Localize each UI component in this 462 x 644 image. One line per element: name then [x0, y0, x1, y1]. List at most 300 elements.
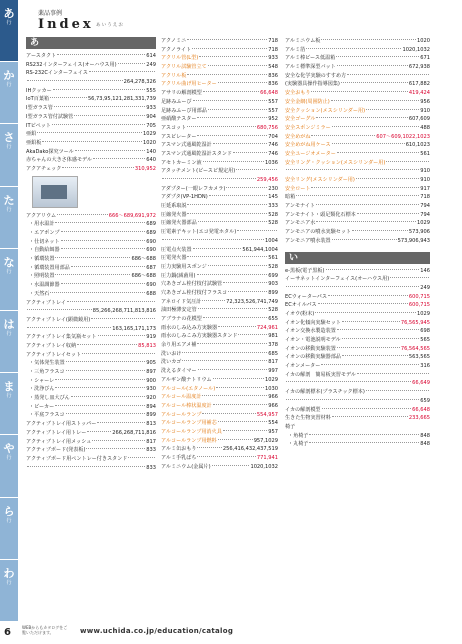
dot-leader — [61, 231, 146, 232]
entry-page: 561 — [268, 255, 278, 262]
dot-leader — [226, 187, 267, 188]
tab-kana: か — [3, 69, 15, 83]
index-entry — [161, 185, 278, 194]
entry-page: 817 — [146, 438, 156, 445]
entry-page: 905 — [146, 360, 156, 367]
dot-leader — [316, 204, 419, 205]
dot-leader — [42, 141, 142, 142]
entry-name: 椅子 — [285, 423, 296, 430]
index-entry — [161, 332, 278, 341]
entry-name: アセトカーミン液 — [161, 159, 202, 166]
index-entry — [161, 419, 278, 428]
entry-page: 910 — [420, 168, 430, 175]
index-entry — [26, 299, 156, 308]
entry-name: 圧電素子キット(エコ発電ホタル) — [161, 229, 237, 236]
dot-leader — [66, 370, 146, 371]
dot-leader — [309, 442, 419, 443]
dot-leader — [198, 308, 268, 309]
index-entry — [285, 310, 430, 319]
dot-leader — [93, 158, 145, 159]
dot-leader — [321, 364, 419, 365]
index-entry — [285, 37, 430, 46]
entry-name: アクティブトレイ集気瓶セット — [26, 334, 97, 341]
page-title: Index — [38, 17, 94, 32]
entry-page: 56,73,95,121,281,331,739 — [87, 96, 156, 103]
index-tab[interactable] — [0, 62, 18, 124]
index-entry — [161, 315, 278, 324]
index-entry — [26, 113, 156, 122]
dot-leader — [203, 161, 264, 162]
dot-leader — [213, 378, 264, 379]
index-entry — [26, 464, 156, 473]
entry-page: 966 — [268, 394, 278, 401]
index-entry — [161, 167, 278, 176]
entry-page: 919 — [146, 334, 156, 341]
entry-page: 813 — [146, 421, 156, 428]
index-entry — [285, 345, 430, 354]
index-tab[interactable] — [0, 560, 18, 622]
entry-name: ・エアポンプ — [29, 230, 60, 236]
entry-name: ・三角フラスコ — [29, 369, 65, 375]
tab-kana: は — [3, 318, 15, 331]
tab-gyo: 行 — [6, 144, 12, 151]
entry-page: 724,961 — [256, 324, 278, 331]
tab-kana: ま — [3, 380, 15, 394]
entry-name: アルギン酸ナトリウム — [161, 376, 212, 383]
entry-page: 794 — [420, 203, 430, 210]
index-entry — [161, 306, 278, 315]
entry-name: 圧力実験用スポンジ — [161, 263, 207, 270]
entry-page: 1030 — [265, 385, 278, 392]
entry-name: アクアチェック — [26, 165, 62, 172]
entry-page: 899 — [146, 412, 156, 419]
entry-page: 833 — [146, 447, 156, 454]
dot-leader — [238, 334, 267, 335]
dot-leader — [337, 65, 408, 66]
entry-page: 1020,1032 — [250, 463, 278, 470]
dot-leader — [53, 89, 146, 90]
entry-page: 794 — [420, 211, 430, 218]
entry-page: 528 — [268, 307, 278, 314]
index-entry — [285, 211, 430, 220]
entry-name: 安全リング(メスシリンダー用) — [285, 177, 355, 183]
dot-leader — [218, 421, 268, 422]
index-entry — [161, 63, 278, 72]
entry-page: 249 — [146, 61, 156, 68]
entry-page: 66,648 — [260, 90, 278, 97]
entry-page: 66,649 — [412, 380, 430, 387]
entry-name: ・照明装置 — [29, 273, 55, 280]
entry-name: アクティブトレイ用ストッパー — [26, 421, 97, 428]
entry-page: 894 — [146, 403, 156, 410]
index-entry — [26, 238, 156, 247]
dot-leader — [197, 447, 221, 448]
dot-leader — [332, 416, 408, 417]
entry-page: 771,941 — [256, 455, 278, 461]
index-entry — [26, 272, 156, 281]
entry-name: RS232インターフェイス(オーハウス用) — [26, 61, 117, 68]
entry-name: イオンメーター — [285, 363, 321, 370]
entry-page: 686〜688 — [131, 273, 156, 280]
entry-page: 607〜609,1022,1023 — [376, 133, 430, 140]
entry-name: イオウ(粉末) — [285, 310, 315, 317]
entry-page: 85,266,268,711,813,816 — [92, 308, 156, 315]
dot-leader — [52, 124, 145, 125]
dot-leader — [87, 431, 111, 432]
dot-leader — [197, 343, 267, 344]
dot-leader — [212, 465, 250, 466]
index-entry — [285, 301, 430, 310]
dot-leader — [332, 239, 397, 240]
entry-page: 259,456 — [256, 177, 278, 183]
index-tab[interactable] — [0, 187, 18, 249]
entry-name: 穴あきゴム栓付枝付フラスコ — [161, 289, 228, 296]
dot-leader — [321, 39, 416, 40]
index-entry — [285, 107, 430, 116]
index-entry — [26, 95, 156, 104]
dot-leader — [286, 381, 411, 382]
index-entry — [161, 272, 278, 281]
dot-leader — [208, 265, 268, 266]
header-kana: あいうえお — [96, 23, 124, 28]
dot-leader — [309, 434, 419, 435]
dot-leader — [197, 135, 267, 136]
index-entry — [26, 229, 156, 238]
dot-leader — [237, 230, 277, 231]
index-entry — [161, 176, 278, 185]
index-entry — [161, 280, 278, 289]
dot-leader — [71, 396, 146, 397]
entry-page: 952 — [268, 116, 278, 123]
dot-leader — [218, 439, 253, 440]
entry-page: 1029 — [265, 376, 278, 383]
dot-leader — [192, 48, 267, 49]
entry-name: 亜鉛 — [26, 131, 37, 138]
entry-page: 705 — [146, 122, 156, 129]
index-entry — [26, 52, 156, 61]
index-entry — [26, 87, 156, 96]
index-entry — [26, 139, 156, 148]
entry-page: 600,715 — [408, 293, 430, 300]
index-entry — [285, 267, 430, 276]
entry-page: 897 — [146, 369, 156, 375]
entry-page: 419,424 — [408, 90, 430, 97]
entry-page: 1029 — [417, 220, 430, 227]
entry-page: 900 — [146, 377, 156, 384]
entry-page: 957,1029 — [253, 437, 278, 444]
entry-name: 余り用エアメ補 — [161, 342, 197, 349]
dot-leader — [342, 321, 400, 322]
entry-name: アンモニア水 — [285, 220, 316, 227]
index-tab[interactable] — [0, 311, 18, 373]
entry-page: 249 — [420, 284, 430, 291]
entry-name: イオンの移動実験器部品 — [285, 354, 341, 361]
entry-page: 690 — [146, 238, 156, 245]
dot-leader — [198, 221, 268, 222]
entry-name: イオン化傾向実験セット — [285, 319, 341, 326]
index-entry — [285, 432, 430, 441]
entry-name: 洗いカゴ — [161, 359, 182, 366]
index-entry — [161, 150, 278, 159]
index-entry — [285, 115, 430, 124]
entry-page: 904 — [146, 113, 156, 120]
entry-page: 233,665 — [408, 415, 430, 422]
entry-page: 689 — [146, 230, 156, 236]
entry-page: 718 — [268, 46, 278, 53]
entry-page: 746 — [268, 142, 278, 149]
entry-page: 548 — [268, 64, 278, 71]
dot-leader — [213, 143, 268, 144]
entry-page: 699 — [268, 272, 278, 279]
entry-page: 672,938 — [408, 64, 430, 71]
entry-page: 66,648 — [412, 406, 430, 413]
tab-kana: や — [3, 442, 15, 456]
entry-page: 666〜689,691,972 — [108, 212, 156, 219]
entry-name: アクティブトレイ — [26, 299, 66, 306]
dot-leader — [182, 360, 267, 361]
dot-leader — [66, 361, 146, 362]
tab-kana: わ — [3, 566, 15, 580]
entry-name: アルコール(エタノール) — [161, 385, 216, 392]
entry-list — [161, 37, 278, 471]
dot-leader — [118, 63, 146, 64]
dot-leader — [223, 282, 267, 283]
dot-leader — [57, 54, 145, 55]
index-entry — [26, 385, 156, 394]
dot-leader — [67, 301, 155, 302]
entry-page: 910 — [420, 177, 430, 183]
entry-name: 洗えるタイマー — [161, 368, 197, 375]
entry-name: アクティブトレイ収納 — [26, 342, 77, 349]
entry-page: 146 — [420, 267, 430, 274]
entry-name: 安全ゴーグル — [285, 116, 316, 123]
entry-name: アクノライト — [161, 46, 192, 53]
dot-leader — [61, 248, 146, 249]
entry-name: アンモニア噴水装置 — [285, 237, 331, 244]
entry-page: 85,813 — [138, 342, 156, 349]
entry-page: 607,609 — [408, 116, 430, 123]
index-entry — [161, 107, 278, 116]
entry-name: アクリル管(L型) — [161, 55, 199, 62]
tab-gyo: 行 — [6, 517, 12, 524]
entry-page: 573,906,943 — [397, 237, 430, 244]
index-entry — [285, 371, 430, 380]
entry-page: 718 — [420, 194, 430, 201]
entry-page: 899 — [268, 289, 278, 296]
entry-name: ・仕切ネット — [29, 238, 60, 245]
entry-name: アスマン式通風乾湿計スタンド — [161, 150, 233, 157]
tab-gyo: 行 — [6, 393, 12, 400]
entry-page: 600,715 — [408, 302, 430, 309]
entry-name: アルコールランプ用補芯 — [161, 420, 217, 427]
dot-leader — [208, 109, 267, 110]
tab-gyo: 行 — [6, 82, 12, 89]
footer-url[interactable]: www.uchida.co.jp/education/catalog — [80, 627, 234, 635]
index-entry — [26, 165, 156, 174]
index-entry — [161, 115, 278, 124]
index-entry — [26, 377, 156, 386]
index-entry — [26, 394, 156, 403]
entry-list — [285, 37, 430, 246]
entry-page: 76,564,565 — [400, 345, 430, 352]
entry-name: ITピペット — [26, 122, 51, 129]
dot-leader — [286, 399, 419, 400]
entry-page: 528 — [268, 220, 278, 227]
entry-name: 穴あきゴム栓付枝付試験管 — [161, 281, 223, 288]
dot-leader — [187, 126, 256, 127]
index-tab[interactable] — [0, 249, 18, 311]
index-entry — [161, 72, 278, 81]
entry-list — [26, 212, 156, 473]
dot-leader — [326, 269, 420, 270]
dot-leader — [54, 106, 145, 107]
entry-name: ・シャーレ — [29, 377, 55, 384]
entry-name: アクティブボード用ペントレー付きスタンド — [26, 455, 128, 462]
entry-page: 659 — [420, 397, 430, 404]
index-tab[interactable] — [0, 435, 18, 497]
entry-name: (実験器具操作指導図集) — [285, 81, 340, 88]
index-entry — [161, 463, 278, 472]
entry-name: アクティブトレイ用トレー — [26, 429, 87, 436]
entry-page: 266,268,711,816 — [112, 429, 156, 436]
entry-name: アルミ手乳ばち — [161, 455, 197, 461]
entry-name: 圧電点火装置 — [161, 246, 192, 253]
entry-name: ・平底フラスコ — [29, 412, 65, 419]
dot-leader — [97, 422, 145, 423]
dot-leader — [50, 97, 87, 98]
entry-page: 1004 — [265, 237, 278, 244]
entry-page: 230 — [268, 185, 278, 192]
entry-name: 圧延系取説 — [161, 203, 187, 210]
index-entry — [26, 316, 156, 325]
entry-page: 903 — [268, 281, 278, 288]
dot-leader — [57, 214, 108, 215]
entry-name: アルコールランプ用消火具 — [161, 428, 222, 435]
index-entry — [26, 255, 156, 264]
index-entry — [285, 275, 430, 284]
entry-name: イカの解剖模型 — [285, 406, 321, 413]
dot-leader — [91, 318, 155, 319]
index-tab[interactable] — [0, 124, 18, 186]
entry-page: 264,278,326 — [123, 79, 156, 86]
index-entry — [161, 350, 278, 359]
entry-page: 1029 — [417, 310, 430, 317]
dot-leader — [92, 440, 145, 441]
index-entry — [161, 263, 278, 272]
index-entry — [26, 325, 156, 334]
index-entry — [285, 202, 430, 211]
tab-gyo: 行 — [6, 455, 12, 462]
index-entry — [26, 403, 156, 412]
index-entry — [26, 264, 156, 273]
entry-name: イオン・電池説明モデル — [285, 337, 341, 343]
tab-gyo: 行 — [6, 579, 12, 586]
dot-leader — [62, 167, 134, 168]
dot-leader — [89, 71, 155, 72]
entry-name: e-黒板(電子黒板) — [285, 267, 325, 274]
dot-leader — [71, 266, 146, 267]
entry-page: 488 — [420, 124, 430, 131]
dot-leader — [98, 335, 146, 336]
entry-name: アルミ箔 — [285, 46, 306, 53]
index-entry — [285, 176, 430, 185]
entry-page: 690 — [146, 282, 156, 289]
entry-name: 安全金網(周囲防止) — [285, 98, 330, 105]
entry-name: 亜硝酸テスター — [161, 116, 197, 123]
entry-page: 680,756 — [256, 124, 278, 131]
entry-name: 足跡みふーび — [161, 98, 192, 105]
entry-page: 997 — [268, 368, 278, 375]
dot-leader — [55, 405, 145, 406]
entry-page: 689 — [146, 221, 156, 228]
index-entry — [26, 420, 156, 429]
page-number: 6 — [4, 627, 11, 638]
entry-name: ・循環装置 — [29, 256, 55, 263]
entry-page: 1020,1032 — [402, 46, 430, 53]
index-entry — [161, 89, 278, 98]
index-entry — [26, 246, 156, 255]
index-tab[interactable] — [0, 0, 18, 62]
dot-leader — [336, 56, 419, 57]
index-entry — [285, 440, 430, 449]
index-entry — [285, 397, 430, 406]
index-entry — [285, 150, 430, 159]
entry-name: 圧縮発火器部品 — [161, 220, 197, 227]
dot-leader — [203, 91, 259, 92]
dot-leader — [337, 152, 419, 153]
entry-page: 72,323,526,741,749 — [226, 298, 278, 305]
entry-name: アスマン式通風乾湿計 — [161, 142, 212, 149]
entry-page: 981 — [268, 333, 278, 340]
index-entry — [26, 455, 156, 464]
entry-name: ・洗浄びん — [29, 386, 55, 393]
dot-leader — [37, 132, 142, 133]
entry-page: 557 — [268, 107, 278, 114]
dot-leader — [366, 109, 419, 110]
entry-page: 557 — [268, 98, 278, 105]
dot-leader — [27, 466, 145, 467]
dot-leader — [162, 178, 256, 179]
index-entry — [161, 237, 278, 246]
entry-page: 163,165,171,173 — [112, 325, 156, 332]
entry-page: 573,906 — [408, 229, 430, 236]
index-tab[interactable] — [0, 498, 18, 560]
entry-name: 生きた生物実習材料 — [285, 415, 331, 422]
entry-page: 848 — [420, 441, 430, 448]
index-tab[interactable] — [0, 373, 18, 435]
index-entry — [161, 219, 278, 228]
dot-leader — [208, 65, 268, 66]
dot-leader — [347, 74, 429, 75]
dot-leader — [128, 457, 155, 458]
index-column-1 — [26, 37, 156, 472]
dot-leader — [187, 39, 267, 40]
index-entry — [285, 54, 430, 63]
entry-name: アンモナイト・頭足類化石標本 — [285, 211, 356, 218]
entry-name: アクティブボード(発表板) — [26, 447, 86, 454]
index-entry — [26, 148, 156, 157]
dot-leader — [306, 48, 401, 49]
entry-name: AkaDako探究ツール — [26, 148, 74, 155]
dot-leader — [187, 74, 267, 75]
index-column-2 — [161, 37, 278, 471]
dot-leader — [223, 430, 267, 431]
entry-list — [26, 52, 156, 174]
index-entry — [161, 445, 278, 454]
index-entry — [285, 353, 430, 362]
dot-leader — [328, 295, 408, 296]
entry-name: アクアリウム — [26, 212, 57, 219]
